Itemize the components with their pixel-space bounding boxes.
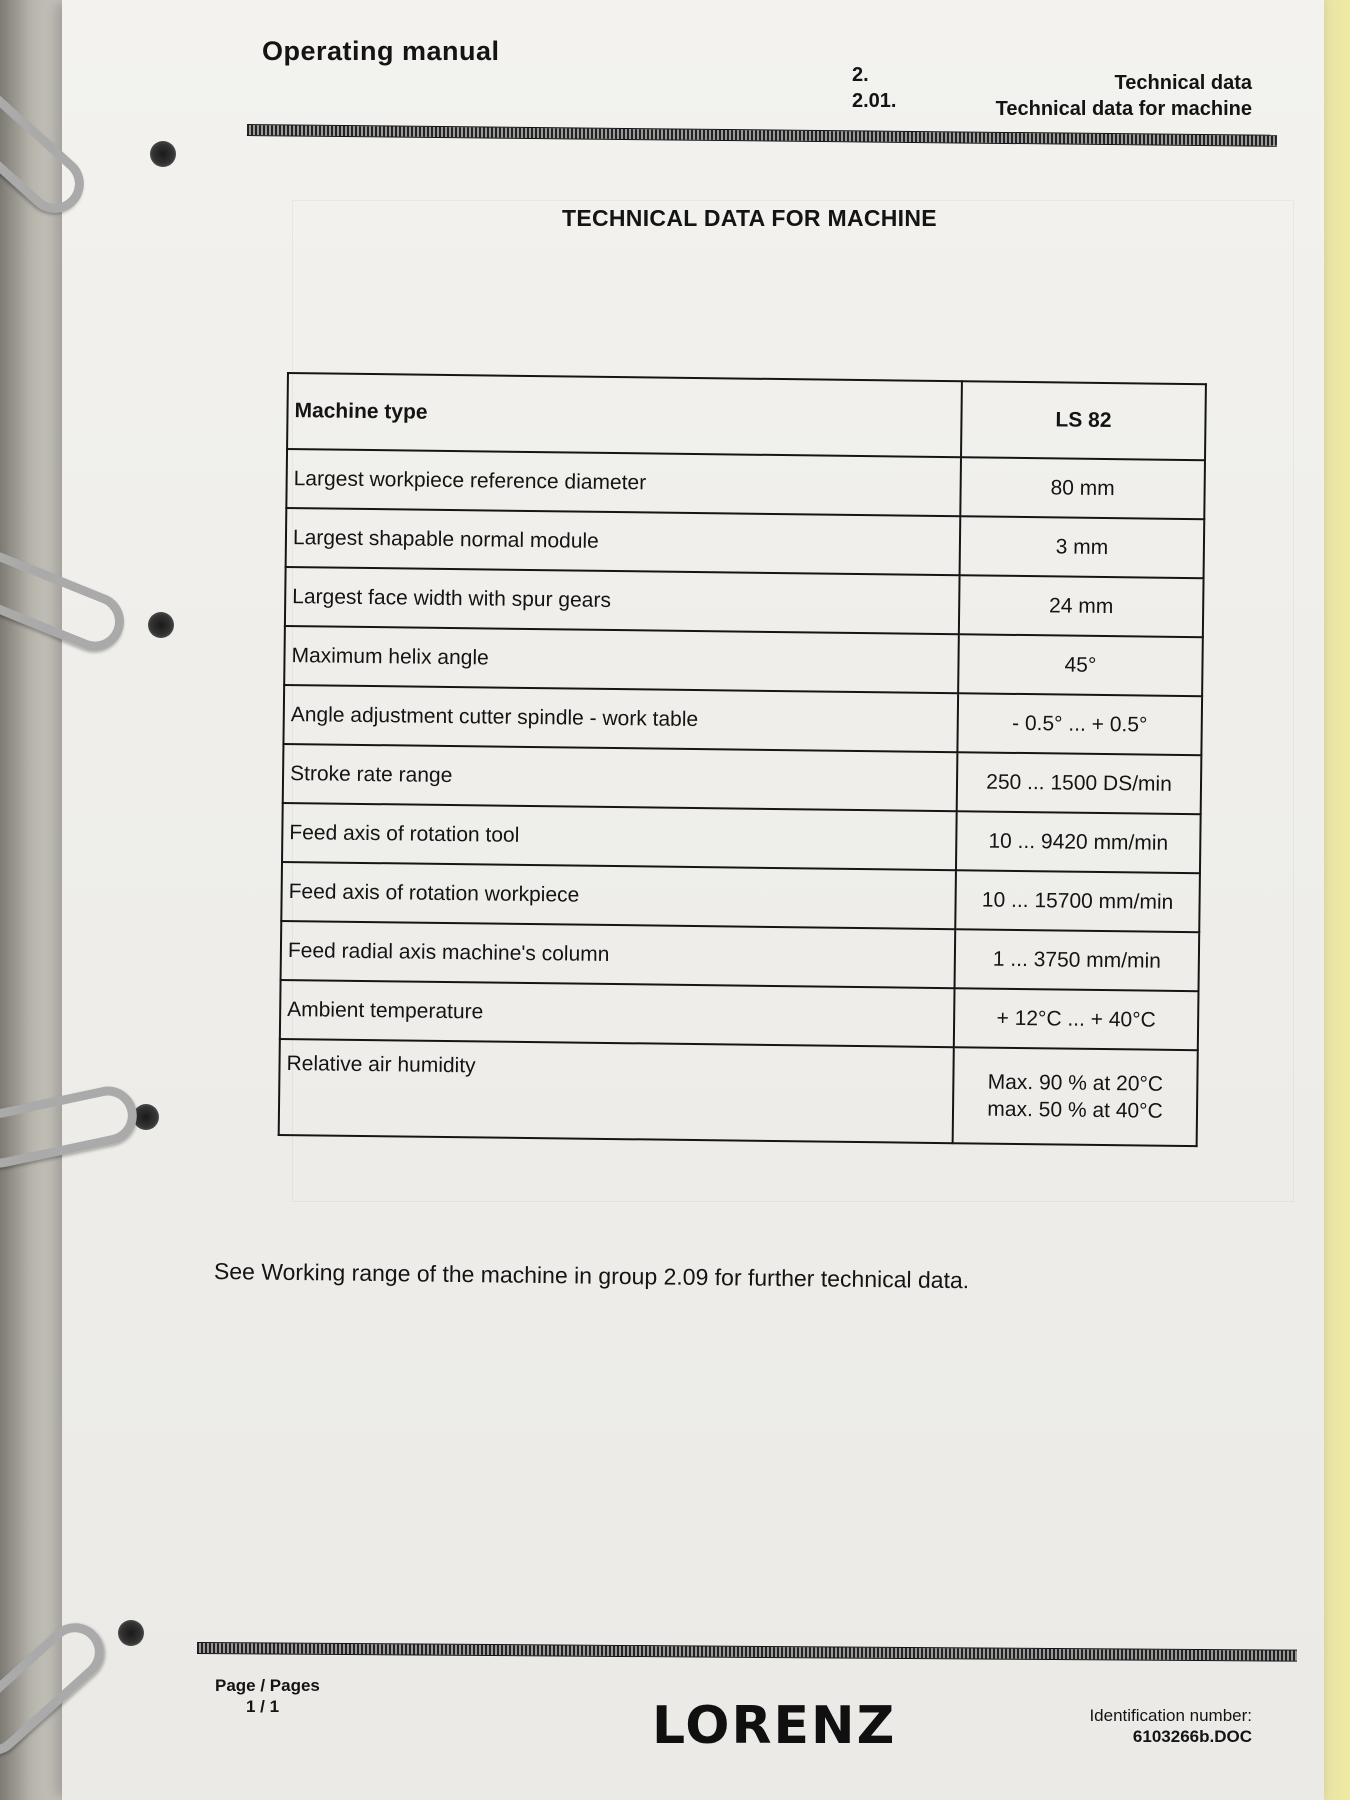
row-label: Feed radial axis machine's column [281,921,956,988]
manual-page [62,0,1324,1800]
section-titles [996,70,1252,122]
table-row [282,803,1201,873]
row-value: 45° [958,634,1203,696]
row-value: 1 ... 3750 mm/min [955,929,1200,991]
row-value: 10 ... 15700 mm/min [955,870,1200,932]
table-header-row [287,373,1206,460]
section-title: Technical data [1114,72,1252,94]
ident-label: Identification number: [1089,1706,1252,1725]
row-label: Feed axis of rotation tool [282,803,957,870]
punch-hole [118,1620,144,1646]
yellow-page-edge [1324,0,1350,1800]
lorenz-logo: LORENZ [652,1696,897,1756]
page-title: TECHNICAL DATA FOR MACHINE [562,205,937,231]
table-row [286,508,1205,578]
row-value: 3 mm [960,516,1205,578]
identification [1089,1705,1252,1747]
row-value: 80 mm [960,457,1205,519]
row-label: Ambient temperature [280,980,955,1047]
page-label: Page / Pages [215,1676,320,1695]
footer-rule [197,1642,1297,1662]
row-value [953,1047,1198,1146]
table-row [281,921,1200,991]
row-label: Stroke rate range [283,744,958,811]
table-row [285,567,1204,637]
punch-hole [150,141,176,167]
row-label: Relative air humidity [279,1039,954,1143]
manual-title: Operating manual [262,36,500,66]
spec-table [278,372,1207,1147]
table-row [284,626,1203,696]
table-row [280,980,1199,1050]
row-label: Largest workpiece reference diameter [286,449,961,516]
table-row [281,862,1200,932]
section-number: 2. [852,64,869,86]
section-numbers [852,62,896,114]
row-label: Maximum helix angle [284,626,959,693]
table-row [286,449,1205,519]
row-label: Angle adjustment cutter spindle - work table [283,685,958,752]
row-value: 250 ... 1500 DS/min [957,752,1202,814]
header-value-cell: LS 82 [961,381,1206,460]
row-value: 10 ... 9420 mm/min [956,811,1201,873]
row-value: - 0.5° ... + 0.5° [957,693,1202,755]
row-label: Feed axis of rotation workpiece [281,862,956,929]
row-label: Largest face width with spur gears [285,567,960,634]
row-value: + 12°C ... + 40°C [954,988,1199,1050]
page-numbers: 1 / 1 [246,1697,280,1716]
header-rule [247,124,1277,147]
header-label-cell: Machine type [287,373,962,457]
row-label: Largest shapable normal module [286,508,961,575]
row-value: 24 mm [959,575,1204,637]
row-value-line: max. 50 % at 40°C [987,1097,1163,1123]
footnote: See Working range of the machine in group 2.09 for further technical data. [213,1258,970,1294]
table-row [283,685,1202,755]
table-row [283,744,1202,814]
ident-value: 6103266b.DOC [1132,1727,1252,1746]
subsection-title: Technical data for machine [995,98,1252,120]
subsection-number: 2.01. [852,90,897,112]
table-row [279,1039,1198,1146]
row-value-line: Max. 90 % at 20°C [987,1070,1164,1096]
punch-hole [148,612,174,638]
